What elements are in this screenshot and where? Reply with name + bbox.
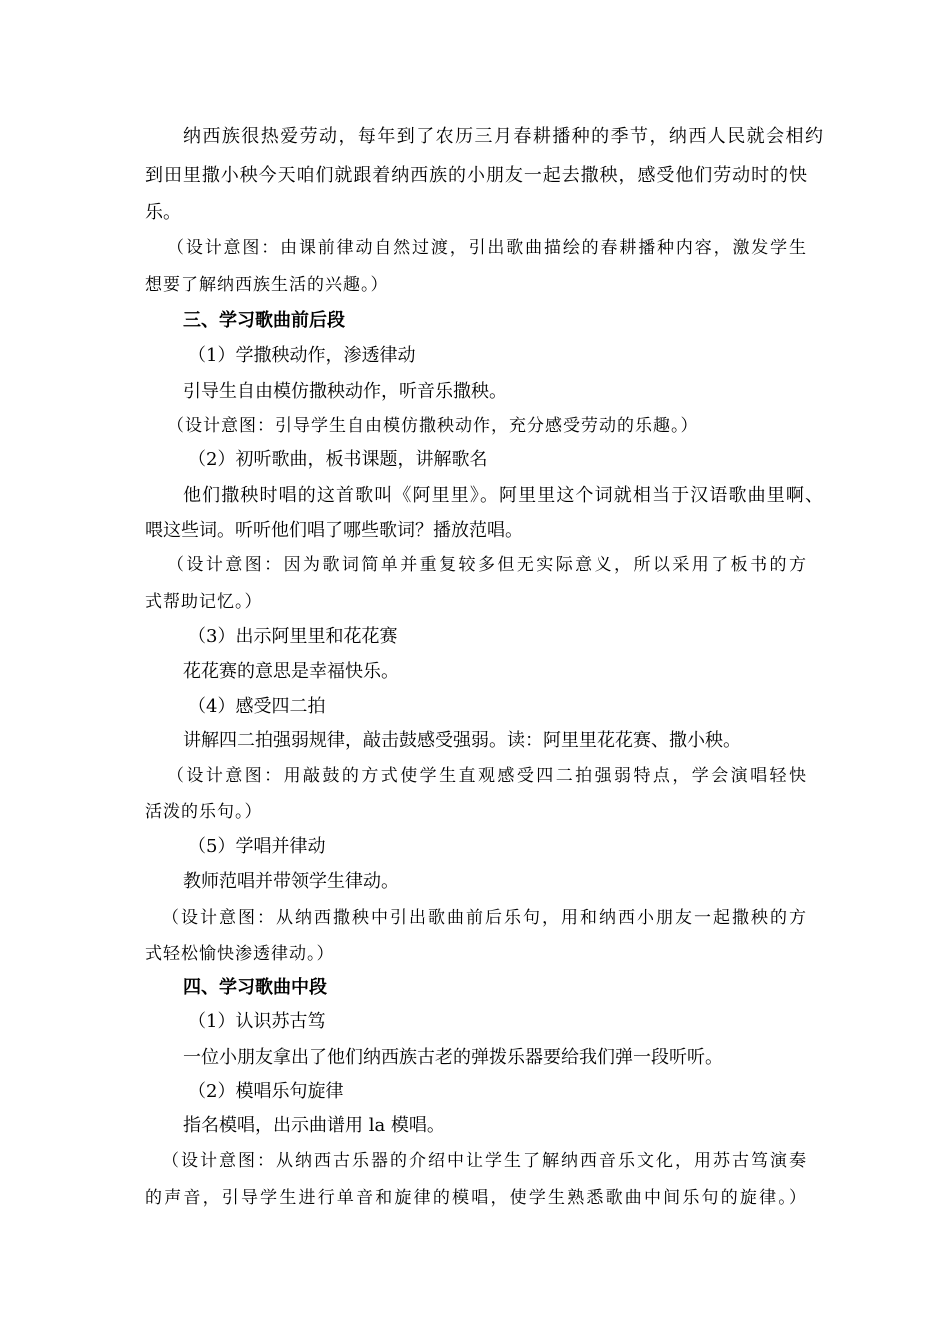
paragraph-line: 乐。 <box>145 202 181 223</box>
paragraph-line: 讲解四二拍强弱规律，敲击鼓感受强弱。读：阿里里花花赛、撒小秧。 <box>183 730 741 751</box>
design-note-line: （设计意图：由课前律动自然过渡，引出歌曲描绘的春耕播种内容，激发学生 <box>167 238 807 258</box>
subheading: （3）出示阿里里和花花赛 <box>188 626 398 647</box>
paragraph-line: 一位小朋友拿出了他们纳西族古老的弹拨乐器要给我们弹一段听听。 <box>183 1047 723 1068</box>
paragraph-line: 他们撒秧时唱的这首歌叫《阿里里》。阿里里这个词就相当于汉语歌曲里啊、 <box>183 485 823 506</box>
design-note-line: （设计意图：从纳西撒秧中引出歌曲前后乐句，用和纳西小朋友一起撒秧的方 <box>162 908 807 928</box>
paragraph-line: 喂这些词。听听他们唱了哪些歌词？播放范唱。 <box>145 520 523 541</box>
section-heading: 三、学习歌曲前后段 <box>183 310 345 331</box>
subheading: （1）学撒秧动作，渗透律动 <box>188 345 416 366</box>
design-note-line: 式帮助记忆。） <box>145 592 263 612</box>
subheading: （4）感受四二拍 <box>188 696 326 717</box>
paragraph-line: 引导生自由模仿撒秧动作，听音乐撒秧。 <box>183 381 507 402</box>
subheading: （1）认识苏古笃 <box>188 1011 326 1032</box>
paragraph-line: 纳西族很热爱劳动，每年到了农历三月春耕播种的季节，纳西人民就会相约 <box>183 126 823 147</box>
design-note-line: （设计意图：用敲鼓的方式使学生直观感受四二拍强弱特点，学会演唱轻快 <box>167 766 807 786</box>
paragraph-line: 指名模唱，出示曲谱用 la 模唱。 <box>183 1115 445 1136</box>
design-note-line: （设计意图：因为歌词简单并重复较多但无实际意义，所以采用了板书的方 <box>167 555 807 575</box>
subheading: （2）模唱乐句旋律 <box>188 1081 344 1102</box>
design-note-line: （设计意图：引导学生自由模仿撒秧动作，充分感受劳动的乐趣。） <box>167 416 699 436</box>
design-note-line: （设计意图：从纳西古乐器的介绍中让学生了解纳西音乐文化，用苏古笃演奏 <box>162 1151 807 1171</box>
subheading: （2）初听歌曲，板书课题，讲解歌名 <box>188 449 488 470</box>
design-note-line: 式轻松愉快渗透律动。） <box>145 944 335 964</box>
section-heading: 四、学习歌曲中段 <box>183 977 327 998</box>
design-note-line: 的声音，引导学生进行单音和旋律的模唱，使学生熟悉歌曲中间乐句的旋律。） <box>145 1188 807 1208</box>
design-note-line: 活泼的乐句。） <box>145 802 263 822</box>
paragraph-line: 花花赛的意思是幸福快乐。 <box>183 661 399 682</box>
subheading: （5）学唱并律动 <box>188 836 326 857</box>
design-note-line: 想要了解纳西族生活的兴趣。） <box>145 275 389 295</box>
paragraph-line: 教师范唱并带领学生律动。 <box>183 871 399 892</box>
paragraph-line: 到田里撒小秧今天咱们就跟着纳西族的小朋友一起去撒秧，感受他们劳动时的快 <box>145 165 807 186</box>
